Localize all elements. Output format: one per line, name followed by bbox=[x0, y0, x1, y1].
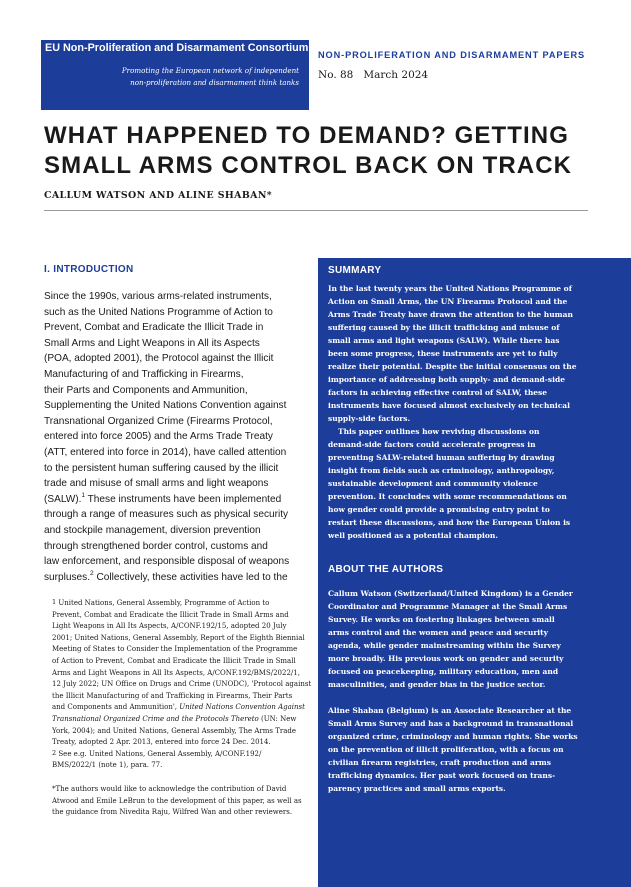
footnote-1-line: of Action to Prevent, Combat and Eradicate the Illicit Trade in Small bbox=[52, 656, 296, 665]
introduction-heading: I. INTRODUCTION bbox=[44, 264, 134, 275]
summary-line: suffering caused by the illicit trafficking and misuse of bbox=[328, 323, 560, 332]
summary-line: supply-side factors. bbox=[328, 414, 411, 423]
body-line: Since the 1990s, various arms-related instruments, bbox=[44, 291, 272, 302]
consortium-header-box bbox=[41, 40, 309, 110]
bio-line: Survey. He works on fostering linkages between small bbox=[328, 615, 555, 624]
body-line: their Parts and Components and Ammunition, bbox=[44, 384, 248, 396]
footnote-1-line bbox=[52, 598, 302, 610]
footnote-title: United Nations Convention Against bbox=[179, 703, 305, 712]
bio-line: civilian firearm registries, craft production and arms bbox=[328, 758, 551, 767]
introduction-body bbox=[44, 289, 306, 585]
summary-sidebar bbox=[318, 258, 631, 887]
tagline-line: non-proliferation and disarmament think tanks bbox=[130, 78, 299, 87]
body-line: Manufacturing of and Trafficking in Firearms, bbox=[44, 368, 244, 380]
bio-line: trafficking dynamics. Her past work focused on trans- bbox=[328, 771, 556, 780]
footnote-1-line bbox=[52, 714, 302, 726]
summary-line: importance of addressing both supply- and demand-side bbox=[328, 375, 565, 384]
body-text: surpluses. bbox=[44, 571, 91, 583]
consortium-tagline bbox=[45, 65, 299, 89]
footnote-number: 2 bbox=[52, 748, 57, 757]
issue-number: No. 88 bbox=[318, 69, 354, 81]
footnote-title: Transnational Organized Crime and the Protocols Thereto bbox=[52, 714, 259, 723]
footnote-2-line: BMS/2022/1 (note 1), para. 77. bbox=[52, 761, 163, 770]
title-line: SMALL ARMS CONTROL BACK ON TRACK bbox=[44, 152, 573, 179]
body-line: Prevent, Combat and Eradicate the Illicit Trade in bbox=[44, 322, 264, 334]
summary-line: prevention. It concludes with some recommendations on bbox=[328, 492, 567, 501]
author-bio-shaban bbox=[328, 704, 628, 795]
summary-line: how gender could provide a promising entry point to bbox=[328, 505, 550, 514]
issue-line bbox=[318, 69, 428, 81]
footnote-text: and Components and Ammunition', bbox=[52, 703, 177, 712]
body-line: trade and misuse of small arms and light weapons bbox=[44, 478, 269, 490]
bio-line: Small Arms Survey and has a background in transnational bbox=[328, 719, 574, 728]
summary-line: In the last twenty years the United Nations Programme of bbox=[328, 284, 572, 293]
bio-line: focused on peacekeeping, military education, men and bbox=[328, 667, 559, 676]
footnote-1-line: York, 2004); and United Nations, General Assembly, The Arms Trade bbox=[52, 726, 297, 735]
summary-line: factors in achieving effective control of SALW, these bbox=[328, 388, 548, 397]
body-line: through a range of measures such as physical security bbox=[44, 509, 289, 521]
summary-line: Arms Trade Treaty have drawn the attention to the human bbox=[328, 310, 573, 319]
body-line: Transnational Organized Crime (Firearms Protocol, bbox=[44, 415, 273, 427]
footnote-text: (UN: New bbox=[258, 714, 297, 723]
summary-line: demand-side factors could accelerate progress in bbox=[328, 440, 536, 449]
body-text: (SALW). bbox=[44, 493, 82, 505]
footnotes bbox=[52, 598, 312, 819]
body-line: to the persistent human suffering caused by the illicit bbox=[44, 462, 279, 474]
body-line: Small Arms and Light Weapons in All its Aspects bbox=[44, 337, 260, 349]
series-title: NON-PROLIFERATION AND DISARMAMENT PAPERS bbox=[318, 50, 586, 60]
bio-line: arms control and the women and peace and security bbox=[328, 628, 548, 637]
paper-title bbox=[44, 121, 604, 181]
summary-line: insight from fields such as criminology, anthropology, bbox=[328, 466, 555, 475]
bio-line: Coordinator and Programme Manager at the Small Arms bbox=[328, 602, 568, 611]
bio-line: parency practices and small arms exports. bbox=[328, 784, 506, 793]
summary-line: Action on Small Arms, the UN Firearms Protocol and the bbox=[328, 297, 568, 306]
body-line: such as the United Nations Programme of Action to bbox=[44, 306, 273, 318]
title-line: WHAT HAPPENED TO DEMAND? GETTING bbox=[44, 122, 569, 149]
consortium-name: EU Non-Proliferation and Disarmament Consortium bbox=[45, 42, 309, 54]
body-line: entered into force 2005) and the Arms Trade Treaty bbox=[44, 431, 273, 443]
footnote-text: See e.g. United Nations, General Assembly, A/CONF.192/ bbox=[58, 749, 262, 758]
acknowledgement-line: Atwood and Emile LeBrun to the development of this paper, as well as bbox=[52, 796, 302, 805]
footnote-1-line bbox=[52, 702, 305, 714]
author-bio-watson bbox=[328, 587, 628, 691]
bio-line: agenda, while gender mainstreaming within the Survey bbox=[328, 641, 561, 650]
footnote-ref-1[interactable]: 1 bbox=[81, 491, 86, 499]
footnote-1-line: Prevent, Combat and Eradicate the Illicit Trade in Small Arms and bbox=[52, 610, 289, 619]
summary-line: small arms and light weapons (SALW). While there has bbox=[328, 336, 560, 345]
summary-line: realize their potential. Despite the initial consensus on the bbox=[328, 362, 577, 371]
summary-heading: SUMMARY bbox=[328, 265, 382, 276]
divider bbox=[44, 210, 588, 211]
body-line: through strengthened border control, customs and bbox=[44, 540, 268, 552]
footnote-1-line: Arms and Light Weapons in All Its Aspects, A/CONF.192/BMS/2022/1, bbox=[52, 668, 300, 677]
body-line bbox=[44, 492, 306, 508]
summary-line: been some progress, these instruments are yet to fully bbox=[328, 349, 558, 358]
body-line: (POA, adopted 2001), the Protocol against the Illicit bbox=[44, 353, 274, 365]
footnote-1-line: Meeting of States to Consider the Implementation of the Programme bbox=[52, 645, 298, 654]
footnote-2-line bbox=[52, 749, 302, 761]
body-line: Supplementing the United Nations Convention against bbox=[44, 400, 287, 412]
body-text: These instruments have been implemented bbox=[85, 493, 282, 505]
about-authors-heading: ABOUT THE AUTHORS bbox=[328, 564, 444, 575]
summary-line: This paper outlines how reviving discussions on bbox=[338, 427, 540, 436]
footnote-1-line: Light Weapons in All Its Aspects, A/CONF.192/15, adopted 20 July bbox=[52, 622, 287, 631]
body-text: Collectively, these activities have led to the bbox=[93, 571, 288, 583]
body-line bbox=[44, 570, 306, 586]
footnote-text: United Nations, General Assembly, Programme of Action to bbox=[58, 599, 270, 607]
tagline-line: Promoting the European network of independent bbox=[121, 66, 299, 75]
summary-line: well positioned as a potential champion. bbox=[328, 531, 498, 540]
authors: CALLUM WATSON AND ALINE SHABAN* bbox=[44, 190, 273, 201]
summary-line: instruments have focused almost exclusively on technical bbox=[328, 401, 570, 410]
summary-line: preventing SALW-related human suffering by drawing bbox=[328, 453, 555, 462]
body-line: and stockpile management, diversion prevention bbox=[44, 524, 261, 536]
footnote-1-line: 2001; United Nations, General Assembly, Report of the Eighth Biennial bbox=[52, 633, 305, 642]
body-line: law enforcement, and responsible disposal of weapons bbox=[44, 556, 290, 568]
footnote-1-line: 12 July 2022; UN Office on Drugs and Crime (UNODC), 'Protocol against bbox=[52, 680, 312, 689]
bio-line: on the prevention of illicit proliferation, with a focus on bbox=[328, 745, 564, 754]
footnote-1-line: the Illicit Manufacturing of and Trafficking in Firearms, Their Parts bbox=[52, 691, 293, 700]
bio-line: organized crime, criminology and human rights. She works bbox=[328, 732, 578, 741]
footnote-ref-2[interactable]: 2 bbox=[90, 569, 94, 577]
bio-line: Callum Watson (Switzerland/United Kingdom) is a Gender bbox=[328, 589, 573, 598]
acknowledgement-line: the guidance from Nivedita Raju, Wilfred Wan and other reviewers. bbox=[52, 808, 293, 817]
acknowledgement-line: *The authors would like to acknowledge the contribution of David bbox=[52, 784, 287, 793]
summary-body bbox=[328, 282, 628, 542]
summary-line: sustainable development and community violence bbox=[328, 479, 538, 488]
issue-date: March 2024 bbox=[363, 69, 429, 81]
bio-line: more broadly. His previous work on gender and security bbox=[328, 654, 564, 663]
footnote-number: 1 bbox=[52, 598, 57, 606]
bio-line: masculinities, and gender bias in the justice sector. bbox=[328, 680, 546, 689]
body-line: (ATT, entered into force in 2014), have called attention bbox=[44, 446, 287, 458]
footnote-1-line: Treaty, adopted 2 Apr. 2013, entered into force 24 Dec. 2014. bbox=[52, 738, 271, 747]
summary-line: restart these discussions, and how the European Union is bbox=[328, 518, 571, 527]
bio-line: Aline Shaban (Belgium) is an Associate Researcher at the bbox=[328, 706, 572, 715]
